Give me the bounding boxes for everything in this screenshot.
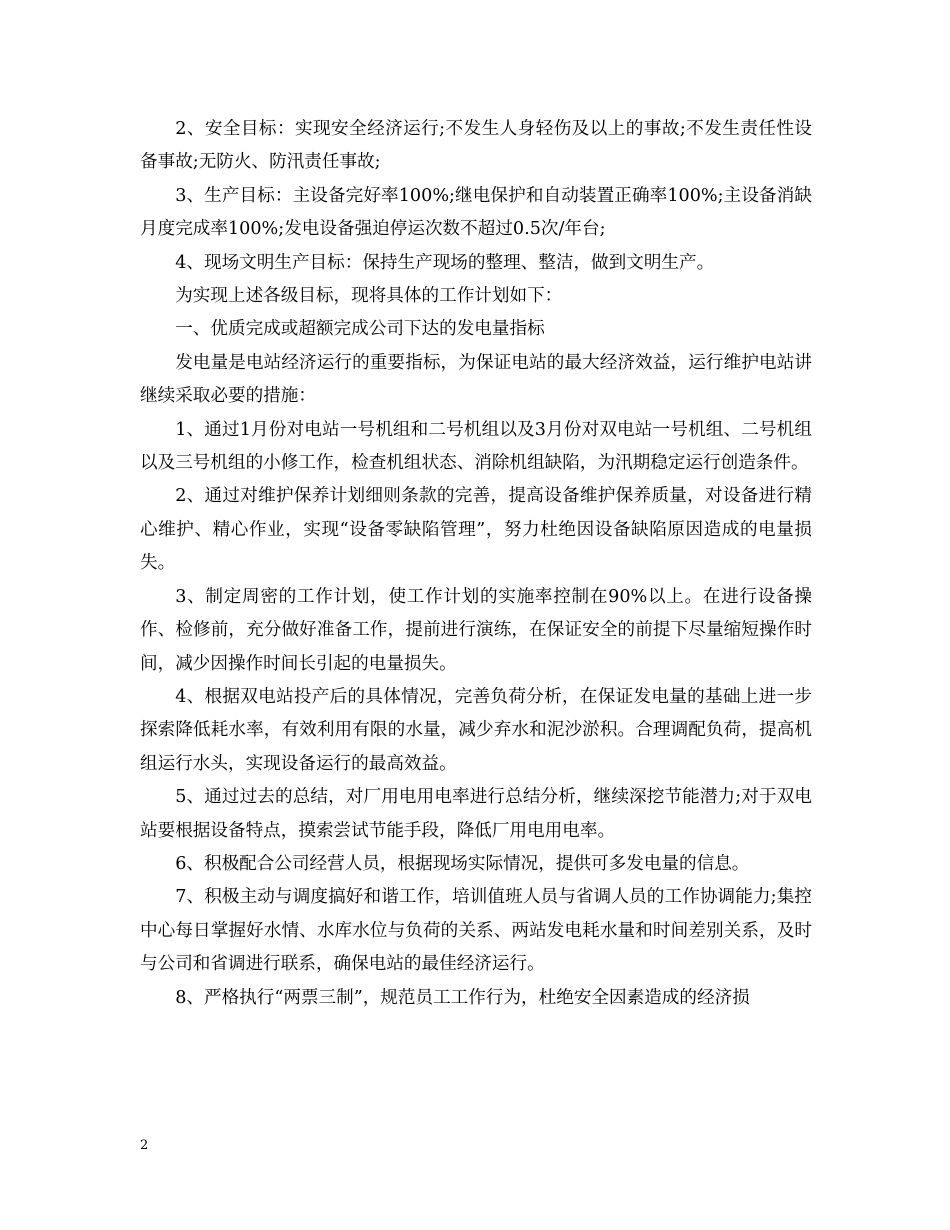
paragraph-power-generation: 发电量是电站经济运行的重要指标，为保证电站的最大经济效益，运行维护电站讲继续采取必要的措施： — [140, 352, 812, 407]
list-item-6: 6、积极配合公司经营人员，根据现场实际情况，提供可多发电量的信息。 — [175, 853, 750, 874]
list-item-5: 5、通过过去的总结，对厂用电用电率进行总结分析，继续深挖节能潜力;对于双电站要根据设备特点，摸索尝试节能手段，降低厂用电用电率。 — [140, 787, 812, 841]
list-item-3: 3、制定周密的工作计划，使工作计划的实施率控制在90%以上。在进行设备操作、检修前，充分做好准备工作，提前进行演练，在保证安全的前提下尽量缩短操作时间，减少因操作时间长引起的电量损失。 — [140, 586, 812, 674]
list-item-8: 8、严格执行“两票三制”，规范员工工作行为，杜绝安全因素造成的经济损 — [175, 987, 750, 1008]
section-heading-1: 一、优质完成或超额完成公司下达的发电量指标 — [175, 319, 545, 340]
paragraph-safety-goal: 2、安全目标：实现安全经济运行;不发生人身轻伤及以上的事故;不发生责任性设备事故;无防火、防汛责任事故; — [140, 119, 812, 173]
list-item-4: 4、根据双电站投产后的具体情况，完善负荷分析，在保证发电量的基础上进一步探索降低耗水率，有效利用有限的水量，减少弃水和泥沙淤积。合理调配负荷，提高机组运行水头，实现设备运行的最高效益。 — [140, 686, 812, 774]
list-item-1: 1、通过1月份对电站一号机组和二号机组以及3月份对双电站一号机组、二号机组以及三号机组的小修工作，检查机组状态、消除机组缺陷，为汛期稳定运行创造条件。 — [140, 419, 812, 474]
page-number: 2 — [140, 1138, 149, 1153]
list-item-7: 7、积极主动与调度搞好和谐工作，培训值班人员与省调人员的工作协调能力;集控中心每日掌握好水情、水库水位与负荷的关系、两站发电耗水量和时间差别关系，及时与公司和省调进行联系，确保电站的最佳经济运行。 — [140, 887, 812, 975]
page-body — [140, 113, 812, 1015]
paragraph-production-goal: 3、生产目标：主设备完好率100%;继电保护和自动装置正确率100%;主设备消缺月度完成率100%;发电设备强迫停运次数不超过0.5次/年台; — [140, 185, 812, 240]
paragraph-plan-intro: 为实现上述各级目标，现将具体的工作计划如下： — [175, 286, 563, 307]
paragraph-civilized-production-goal: 4、现场文明生产目标：保持生产现场的整理、整洁，做到文明生产。 — [175, 252, 715, 273]
list-item-2: 2、通过对维护保养计划细则条款的完善，提高设备维护保养质量，对设备进行精心维护、精心作业，实现“设备零缺陷管理”，努力杜绝因设备缺陷原因造成的电量损失。 — [140, 486, 812, 574]
